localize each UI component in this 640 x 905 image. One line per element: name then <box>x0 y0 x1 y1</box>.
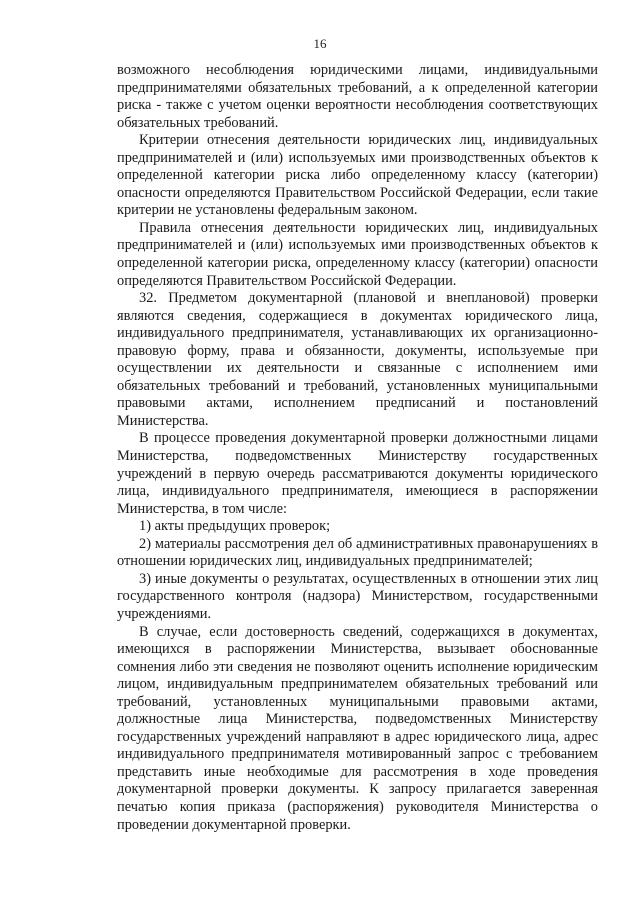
paragraph-7: 2) материалы рассмотрения дел об административных правонарушениях в отношении юридических лиц, индивидуальных предпринимателей; <box>117 535 598 570</box>
paragraph-2: Критерии отнесения деятельности юридических лиц, индивидуальных предпринимателей и (или) используемых ими производственных объектов к определенной категории риска либо определенному классу (категории) опасности определяются Правительством Российской Федерации, если такие критерии не установлены федеральным законом. <box>117 132 598 219</box>
paragraph-5: В процессе проведения документарной проверки должностными лицами Министерства, подведомственных Министерству государственных учреждений в первую очередь рассматриваются документы юридического лица, индивидуального предпринимателя, имеющиеся в распоряжении Министерства, в том числе: <box>117 430 598 517</box>
page-number: 16 <box>313 36 327 51</box>
paragraph-9: В случае, если достоверность сведений, содержащихся в документах, имеющихся в распоряжении Министерства, вызывает обоснованные сомнения либо эти сведения не позволяют оценить исполнение юридическим лицом, индивидуальным предпринимателем обязательных требований или требований, установленных муниципальными правовыми актами, должностные лица Министерства, подведомственных Министерству государственных учреждений направляют в адрес юридического лица, адрес индивидуального предпринимателя мотивированный запрос с требованием представить иные необходимые для рассмотрения в ходе проведения документарной проверки документы. К запросу прилагается заверенная печатью копия приказа (распоряжения) руководителя Министерства о проведении документарной проверки. <box>117 623 598 833</box>
document-body <box>117 62 598 834</box>
paragraph-3: Правила отнесения деятельности юридических лиц, индивидуальных предпринимателей и (или) используемых ими производственных объектов к определенной категории риска, определенному классу (категории) опасности определяются Правительством Российской Федерации. <box>117 219 598 289</box>
paragraph-4: 32. Предметом документарной (плановой и внеплановой) проверки являются сведения, содержащиеся в документах юридического лица, индивидуального предпринимателя, устанавливающих их организационно-правовую форму, права и обязанности, документы, используемые при осуществлении их деятельности и связанные с исполнением ими обязательных требований и требований, установленных муниципальными правовыми актами, исполнением предписаний и постановлений Министерства. <box>117 290 598 429</box>
paragraph-1: возможного несоблюдения юридическими лицами, индивидуальными предпринимателями обязательных требований, а к определенной категории риска - также с учетом оценки вероятности несоблюдения соответствующих обязательных требований. <box>117 62 598 131</box>
paragraph-6: 1) акты предыдущих проверок; <box>139 518 331 535</box>
paragraph-8: 3) иные документы о результатах, осуществленных в отношении этих лиц государственного контроля (надзора) Министерством, государственными учреждениями. <box>117 570 598 622</box>
